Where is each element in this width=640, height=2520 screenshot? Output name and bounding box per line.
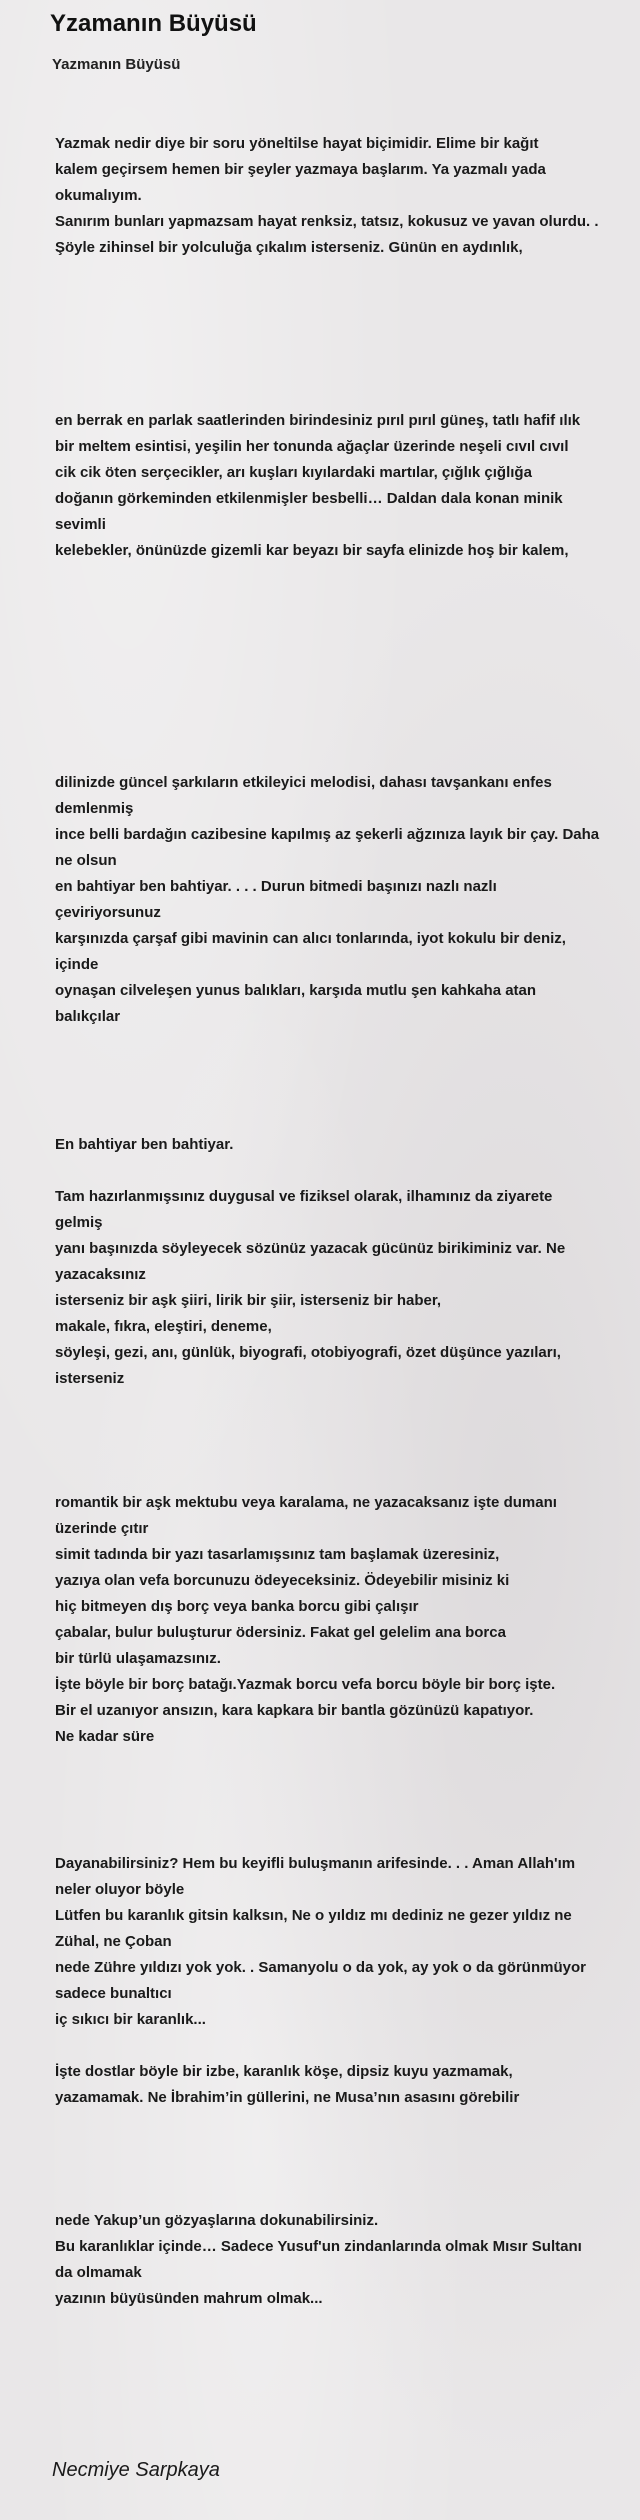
stanza-line: kalem geçirsem hemen bir şeyler yazmaya başlarım. Ya yazmalı yada okumalıyım.	[55, 161, 546, 204]
stanza-line: makale, fıkra, eleştiri, deneme,	[55, 1318, 272, 1335]
stanza-line: yazının büyüsünden mahrum olmak...	[55, 2290, 323, 2307]
stanza-line: hiç bitmeyen dış borç veya banka borcu gibi çalışır	[55, 1598, 419, 1615]
stanza-line	[55, 2033, 600, 2059]
stanza-line: İşte dostlar böyle bir izbe, karanlık köşe, dipsiz kuyu yazmamak,	[55, 2063, 513, 2080]
stanza-line: bir meltem esintisi, yeşilin her tonunda ağaçlar üzerinde neşeli cıvıl cıvıl	[55, 438, 569, 455]
stanza-line: doğanın görkeminden etkilenmişler besbelli… Daldan dala konan minik sevimli	[55, 490, 563, 533]
stanza-6	[55, 1851, 600, 2111]
stanza-line: iç sıkıcı bir karanlık...	[55, 2011, 206, 2028]
stanza-line: nede Zühre yıldızı yok yok. . Samanyolu o da yok, ay yok o da görünmüyor sadece bunaltıcı	[55, 1959, 586, 2002]
stanza-line: yazamamak. Ne İbrahim’in güllerini, ne Musa’nın asasını görebilir	[55, 2089, 520, 2106]
stanza-line: Ne kadar süre	[55, 1728, 155, 1745]
stanza-4	[55, 1132, 600, 1392]
stanza-line: Sanırım bunları yapmazsam hayat renksiz, tatsız, kokusuz ve yavan olurdu. .	[55, 213, 599, 230]
stanza-5	[55, 1490, 600, 1750]
stanza-line: oynaşan cilveleşen yunus balıkları, karşıda mutlu şen kahkaha atan balıkçılar	[55, 982, 537, 1025]
author-signature: Necmiye Sarpkaya	[52, 2459, 220, 2481]
stanza-line: ince belli bardağın cazibesine kapılmış az şekerli ağzınıza layık bir çay. Daha ne olsun	[55, 826, 600, 869]
stanza-line: yazıya olan vefa borcunuzu ödeyeceksiniz. Ödeyebilir misiniz ki	[55, 1572, 510, 1589]
stanza-line: nede Yakup’un gözyaşlarına dokunabilirsiniz.	[55, 2212, 379, 2229]
stanza-line: Lütfen bu karanlık gitsin kalksın, Ne o yıldız mı dediniz ne gezer yıldız ne Zühal, ne Çoban	[55, 1907, 572, 1950]
stanza-line: bir türlü ulaşamazsınız.	[55, 1650, 221, 1667]
stanza-2	[55, 408, 600, 564]
stanza-line: İşte böyle bir borç batağı.Yazmak borcu vefa borcu böyle bir borç işte.	[55, 1676, 556, 1693]
stanza-line: söyleşi, gezi, anı, günlük, biyografi, otobiyografi, özet düşünce yazıları, isterseniz	[55, 1344, 561, 1387]
stanza-line: karşınızda çarşaf gibi mavinin can alıcı tonlarında, iyot kokulu bir deniz, içinde	[55, 930, 566, 973]
stanza-line: dilinizde güncel şarkıların etkileyici melodisi, dahası tavşankanı enfes demlenmiş	[55, 774, 552, 817]
stanza-line: isterseniz bir aşk şiiri, lirik bir şiir, isterseniz bir haber,	[55, 1292, 442, 1309]
stanza-line: çabalar, bulur buluşturur ödersiniz. Fakat gel gelelim ana borca	[55, 1624, 506, 1641]
stanza-line: en bahtiyar ben bahtiyar. . . . Durun bitmedi başınızı nazlı nazlı çeviriyorsunuz	[55, 878, 497, 921]
stanza-line: cik cik öten serçecikler, arı kuşları kıyılardaki martılar, çığlık çığlığa	[55, 464, 532, 481]
stanza-line: simit tadında bir yazı tasarlamışsınız tam başlamak üzeresiniz,	[55, 1546, 500, 1563]
poem-subtitle: Yazmanın Büyüsü	[52, 56, 181, 73]
stanza-line: Bu karanlıklar içinde… Sadece Yusuf'un zindanlarında olmak Mısır Sultanı da olmamak	[55, 2238, 582, 2281]
stanza-line: yanı başınızda söyleyecek sözünüz yazacak gücünüz birikiminiz var. Ne yazacaksınız	[55, 1240, 566, 1283]
stanza-line	[55, 1158, 600, 1184]
stanza-line: En bahtiyar ben bahtiyar.	[55, 1136, 234, 1153]
stanza-line: Dayanabilirsiniz? Hem bu keyifli buluşmanın arifesinde. . . Aman Allah'ım neler oluyor böyle	[55, 1855, 576, 1898]
stanza-3	[55, 770, 600, 1030]
stanza-1	[55, 131, 600, 261]
stanza-line: Şöyle zihinsel bir yolculuğa çıkalım isterseniz. Günün en aydınlık,	[55, 239, 523, 256]
stanza-line: romantik bir aşk mektubu veya karalama, ne yazacaksanız işte dumanı üzerinde çıtır	[55, 1494, 557, 1537]
stanza-line: en berrak en parlak saatlerinden birindesiniz pırıl pırıl güneş, tatlı hafif ılık	[55, 412, 581, 429]
poem-title: Yzamanın Büyüsü	[50, 10, 257, 37]
stanza-line: kelebekler, önünüzde gizemli kar beyazı bir sayfa elinizde hoş bir kalem,	[55, 542, 569, 559]
stanza-line: Bir el uzanıyor ansızın, kara kapkara bir bantla gözünüzü kapatıyor.	[55, 1702, 534, 1719]
stanza-line: Yazmak nedir diye bir soru yöneltilse hayat biçimidir. Elime bir kağıt	[55, 135, 539, 152]
stanza-line: Tam hazırlanmışsınız duygusal ve fiziksel olarak, ilhamınız da ziyarete gelmiş	[55, 1188, 553, 1231]
stanza-7	[55, 2208, 600, 2312]
